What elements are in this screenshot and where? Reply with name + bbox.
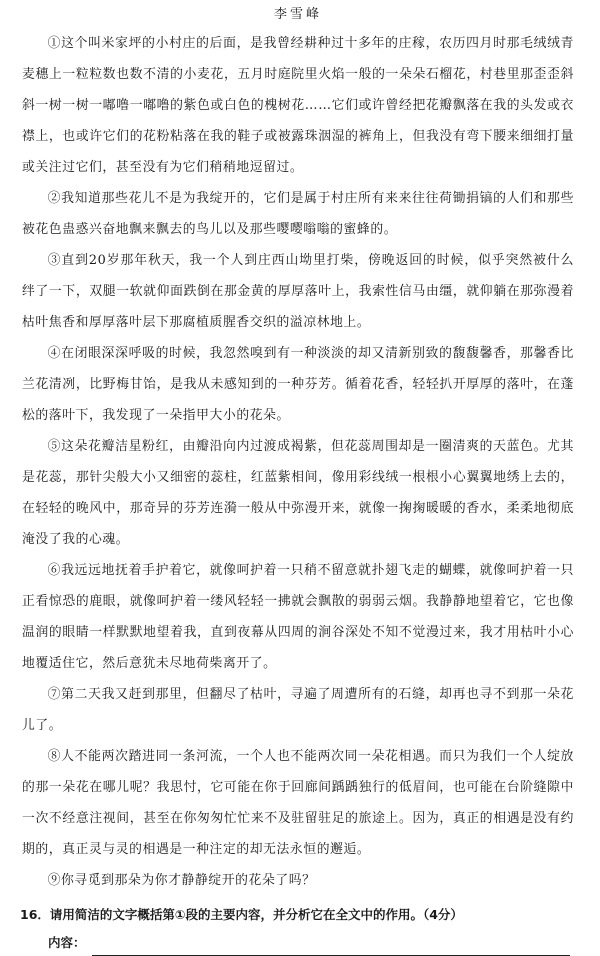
- answer-row: [48, 930, 574, 956]
- paragraph-9: ⑨你寻觅到那朵为你才静静绽开的花朵了吗？: [47, 873, 316, 888]
- paragraph-5: ⑤这朵花瓣洁星粉红，由瓣沿向内过渡成褐紫，但花蕊周围却是一圈清爽的天蓝色。尤其是花蕊，那针尖般大小又细密的蕊柱，红蓝紫相间，像用彩线绒一根根小心翼翼地绣上去的，在轻轻的晚风中，那奇异的芬芳连漪一般从中弥漫开来，就像一掬掬暖暖的香水，柔柔地彻底淹没了我的心魂。: [22, 439, 574, 547]
- paragraph-2: ②我知道那些花儿不是为我绽开的，它们是属于村庄所有来来往往荷锄捐镐的人们和那些被花色蛊惑兴奋地飘来飘去的鸟儿以及那些嘤嘤嗡嗡的蜜蜂的。: [22, 191, 574, 237]
- answer-blank[interactable]: [92, 937, 570, 956]
- paragraph-8: ⑧人不能两次踏进同一条河流，一个人也不能两次同一朵花相遇。而只为我们一个人绽放的那一朵花在哪儿呢？我思忖，它可能在你于回廊间踽踽独行的低眉间，也可能在台阶缝隙中一次不经意注视间，甚至在你匆匆忙忙来不及驻留驻足的旅途上。因为，真正的相遇是没有约期的，真正灵与灵的相遇是一种注定的却无法永恒的邂逅。: [22, 749, 574, 857]
- paragraph-6: [22, 555, 574, 679]
- author-name: 李雪峰: [273, 7, 322, 22]
- question-16: 16．请用简洁的文字概括第①段的主要内容，并分析它在全文中的作用。（4分）: [20, 907, 463, 922]
- paragraph-1: ①这个叫米家坪的小村庄的后面，是我曾经耕种过十多年的庄稼，农历四月时那毛绒绒青麦穗上一粒粒数也数不清的小麦花，五月时庭院里火焰一般的一朵朵石榴花，村巷里那歪歪斜斜一树一树一嘟噜一嘟噜的紫色或白色的槐树花……它们或许曾经把花瓣飘落在我的头发或衣襟上，也或许它们的花粉粘落在我的鞋子或被露珠洇湿的裤角上，但我没有弯下腰来细细打量或关注过它们，甚至没有为它们稍稍地逗留过。: [22, 36, 574, 175]
- paragraph-3: ③直到20岁那年秋天，我一个人到庄西山坳里打柴，傍晚返回的时候，似乎突然被什么绊了一下，双腿一软就仰面跌倒在那金黄的厚厚落叶上，我索性信马由缰，就仰躺在那弥漫着枯叶焦香和厚厚落叶层下那腐植质腥香交织的溢凉林地上。: [22, 253, 574, 330]
- answer-label: 内容：: [48, 935, 86, 950]
- paragraph-4: ④在闭眼深深呼吸的时候，我忽然嗅到有一种淡淡的却又清新别致的馥馥馨香，那馨香比兰花清冽，比野梅甘饴，是我从未感知到的一种芬芳。循着花香，轻轻扒开厚厚的落叶，在蓬松的落叶下，我发现了一朵指甲大小的花朵。: [22, 346, 574, 423]
- paragraph-6-rest: ⑥我远远地抚着手护着它，就像呵护着一只稍不留意就扑翅飞走的蝴蝶，就像呵护着一只正看惊恐的鹿眼，就像呵护着一缕风轻轻一拂就会飘散的弱弱云烟。我静静地望着它，它也像温润的眼睛一样默默地望着我，直到夜幕从四周的涧谷深处不知不觉漫过来，我才用枯叶小心地覆适住它，然后意犹未尽地荷柴离开了。: [22, 563, 574, 671]
- paragraph-7: ⑦第二天我又赶到那里，但翻尽了枯叶，寻遍了周遭所有的石缝，却再也寻不到那一朵花儿了。: [22, 687, 574, 733]
